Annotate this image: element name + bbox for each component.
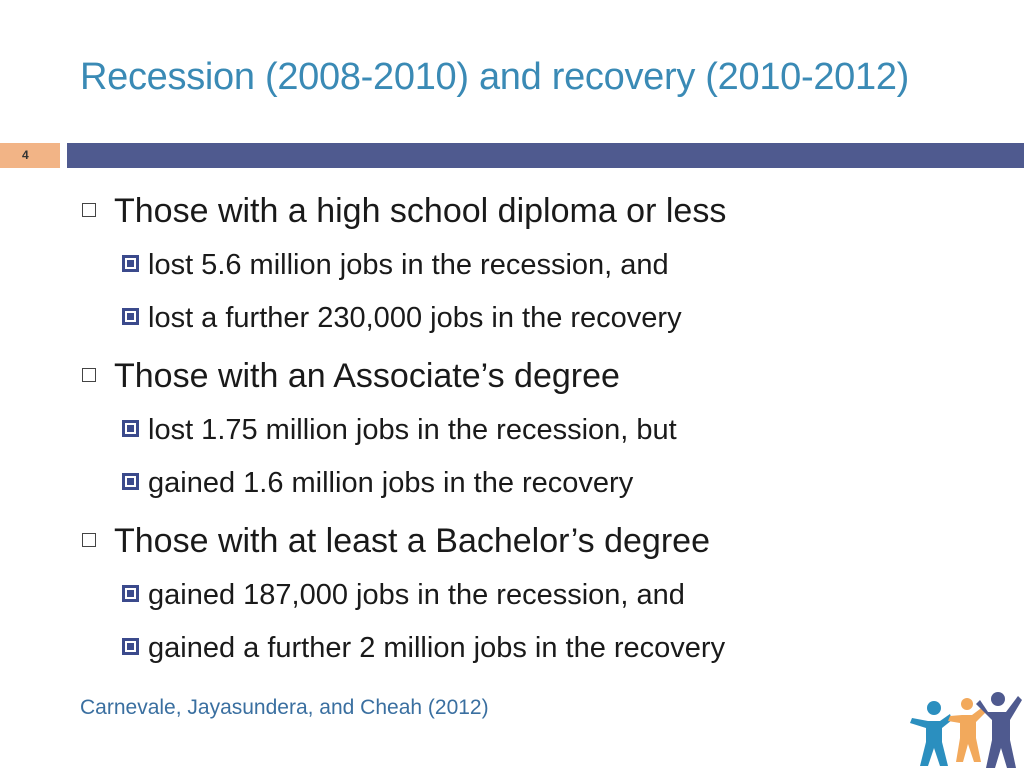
slide-title: Recession (2008-2010) and recovery (2010-2012): [80, 56, 910, 98]
bullet-text: Those with an Associate’s degree: [114, 357, 620, 395]
people-group-icon: [906, 690, 1022, 768]
sub-bullet-item: [122, 581, 685, 610]
citation: Carnevale, Jayasundera, and Cheah (2012): [80, 696, 489, 719]
filled-square-bullet-icon: [122, 255, 139, 272]
person-figure-navy: [976, 692, 1022, 768]
filled-square-bullet-icon: [122, 638, 139, 655]
sub-bullet-text: lost 5.6 million jobs in the recession, and: [148, 249, 669, 281]
sub-bullet-item: [122, 469, 633, 498]
hollow-square-bullet-icon: [82, 533, 96, 547]
person-figure-blue: [910, 701, 952, 766]
sub-bullet-text: gained 187,000 jobs in the recession, and: [148, 579, 685, 611]
filled-square-bullet-icon: [122, 585, 139, 602]
filled-square-bullet-icon: [122, 308, 139, 325]
filled-square-bullet-icon: [122, 420, 139, 437]
sub-bullet-item: [122, 416, 677, 445]
sub-bullet-text: lost a further 230,000 jobs in the recovery: [148, 302, 682, 334]
sub-bullet-text: gained a further 2 million jobs in the recovery: [148, 632, 726, 664]
bullet-text: Those with at least a Bachelor’s degree: [114, 522, 710, 560]
bullet-item: [82, 524, 710, 558]
bullet-item: [82, 194, 726, 228]
hollow-square-bullet-icon: [82, 203, 96, 217]
sub-bullet-text: gained 1.6 million jobs in the recovery: [148, 467, 634, 499]
bullet-item: [82, 359, 620, 393]
sub-bullet-text: lost 1.75 million jobs in the recession, but: [148, 414, 677, 446]
sub-bullet-item: [122, 634, 725, 663]
filled-square-bullet-icon: [122, 473, 139, 490]
hollow-square-bullet-icon: [82, 368, 96, 382]
sub-bullet-item: [122, 304, 682, 333]
slide-number: 4: [0, 143, 60, 168]
sub-bullet-item: [122, 251, 669, 280]
bullet-text: Those with a high school diploma or less: [114, 192, 727, 230]
